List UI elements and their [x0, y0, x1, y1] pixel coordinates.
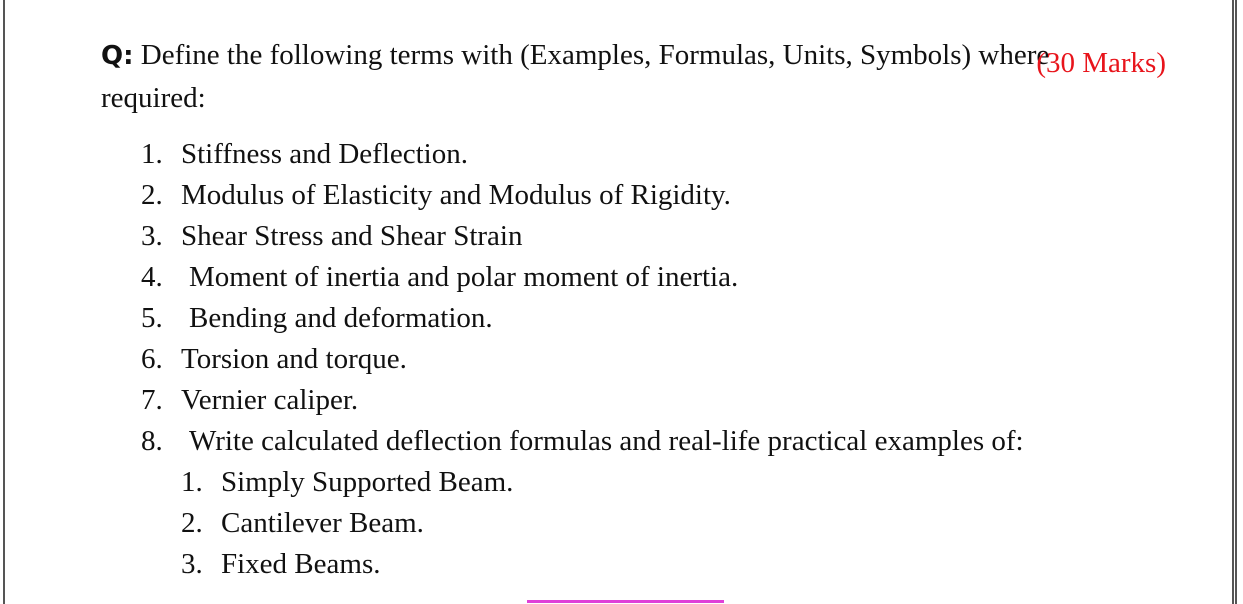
list-item [141, 380, 1024, 421]
list-item-number: 6. [141, 343, 163, 375]
list-item-text: Vernier caliper. [181, 384, 359, 416]
list-item [141, 339, 1024, 380]
list-item-text: Torsion and torque. [181, 343, 407, 375]
sublist-item [181, 544, 513, 585]
page-right-border [1232, 0, 1237, 604]
list-item [141, 175, 1024, 216]
sublist-item-text: Simply Supported Beam. [221, 466, 514, 498]
list-item-number: 8. [141, 425, 163, 457]
question-label: Q: [101, 41, 134, 71]
list-item-text: Write calculated deflection formulas and real-life practical examples of: [189, 425, 1024, 457]
list-item [141, 257, 1024, 298]
terms-list [141, 134, 1024, 462]
list-item [141, 216, 1024, 257]
list-item-text: Shear Stress and Shear Strain [181, 220, 523, 252]
list-item [141, 134, 1024, 175]
beam-types-sublist [181, 462, 513, 585]
list-item-number: 5. [141, 302, 163, 334]
question-text-line1: Define the following terms with (Examples, Formulas, Units, Symbols) where [140, 39, 1050, 71]
highlight-underline [527, 600, 724, 603]
sublist-item-text: Fixed Beams. [221, 548, 381, 580]
list-item-number: 4. [141, 261, 163, 293]
list-item [141, 421, 1024, 462]
list-item-number: 2. [141, 179, 163, 211]
page-left-border [3, 0, 5, 604]
sublist-item [181, 462, 513, 503]
list-item-number: 7. [141, 384, 163, 416]
list-item-text: Moment of inertia and polar moment of inertia. [189, 261, 739, 293]
sublist-item-number: 3. [181, 548, 203, 580]
list-item [141, 298, 1024, 339]
list-item-number: 1. [141, 138, 163, 170]
list-item-text: Stiffness and Deflection. [181, 138, 468, 170]
list-item-text: Bending and deformation. [189, 302, 493, 334]
marks-label: (30 Marks) [1036, 47, 1166, 79]
question-block [101, 34, 1141, 119]
sublist-item-number: 1. [181, 466, 203, 498]
list-item-text: Modulus of Elasticity and Modulus of Rigidity. [181, 179, 731, 211]
list-item-number: 3. [141, 220, 163, 252]
sublist-item-text: Cantilever Beam. [221, 507, 424, 539]
sublist-item [181, 503, 513, 544]
question-text-line2: required: [101, 82, 206, 114]
sublist-item-number: 2. [181, 507, 203, 539]
